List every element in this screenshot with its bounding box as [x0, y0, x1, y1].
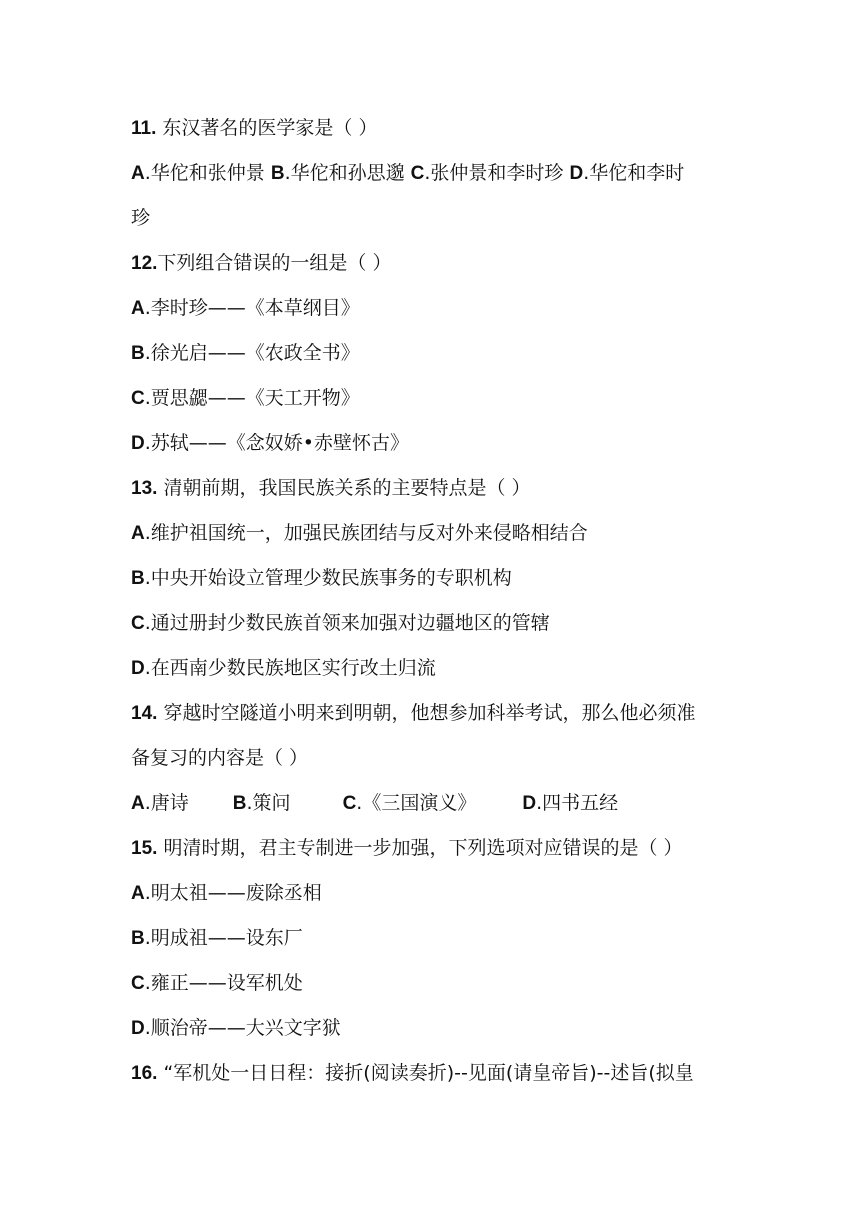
option-letter: D [131, 433, 145, 454]
option-letter: A [131, 793, 145, 814]
question-12-stem [131, 251, 740, 276]
option-letter: D [131, 1018, 145, 1039]
option-letter: B [131, 568, 145, 589]
question-text: 清朝前期，我国民族关系的主要特点是（ ） [157, 477, 531, 499]
option-letter: A [131, 163, 145, 184]
question-15-option-a [131, 881, 740, 906]
option-letter: C [131, 613, 145, 634]
question-14-options [131, 791, 740, 816]
option-letter: D [131, 658, 145, 679]
question-number: 16. [131, 1063, 158, 1084]
option-letter: C [131, 973, 145, 994]
question-13-option-d [131, 656, 740, 681]
option-letter: C [131, 388, 145, 409]
question-12-option-a [131, 296, 740, 321]
option-text: .华佗和孙思邈 [284, 162, 411, 184]
question-12-option-b [131, 341, 740, 366]
option-letter: C [410, 163, 425, 184]
question-number: 11. [131, 118, 157, 139]
option-text: .贾思勰——《天工开物》 [144, 387, 360, 409]
question-12-option-d [131, 431, 740, 456]
option-letter: B [270, 163, 285, 184]
option-text: .雍正——设军机处 [144, 972, 303, 994]
option-text: .李时珍——《本草纲目》 [144, 297, 360, 319]
question-11-stem [131, 116, 740, 141]
question-number: 15. [131, 838, 158, 859]
question-15-stem [131, 836, 740, 861]
question-15-option-b [131, 926, 740, 951]
option-text: .策问 [246, 792, 291, 814]
option-text: .四书五经 [536, 792, 619, 814]
option-text: .明太祖——废除丞相 [144, 882, 322, 904]
question-15-option-d [131, 1016, 740, 1041]
option-text: .苏轼——《念奴娇•赤壁怀古》 [144, 432, 409, 454]
question-text: “军机处一日日程：接折(阅读奏折)--见面(请皇帝旨)--述旨(拟皇 [157, 1062, 694, 1084]
option-text: .通过册封少数民族首领来加强对边疆地区的管辖 [144, 612, 550, 634]
question-text: 下列组合错误的一组是（ ） [157, 252, 392, 274]
question-11-wrap [131, 206, 740, 230]
option-letter: A [131, 523, 145, 544]
question-16-stem [131, 1061, 740, 1086]
question-text-continued: 备复习的内容是（ ） [131, 747, 309, 769]
question-text: 明清时期，君主专制进一步加强，下列选项对应错误的是（ ） [157, 837, 683, 859]
option-letter: C [342, 793, 357, 814]
question-15-option-c [131, 971, 740, 996]
question-number: 14. [131, 703, 158, 724]
option-letter: B [131, 928, 145, 949]
option-letter: D [522, 793, 537, 814]
question-14-wrap [131, 746, 740, 770]
option-text: .在西南少数民族地区实行改土归流 [144, 657, 436, 679]
option-text-continued: 珍 [131, 207, 151, 229]
option-letter: B [232, 793, 247, 814]
option-letter: B [131, 343, 145, 364]
option-text: .明成祖——设东厂 [144, 927, 303, 949]
option-text: .《三国演义》 [356, 792, 477, 814]
question-11-options [131, 161, 740, 186]
question-13-option-c [131, 611, 740, 636]
question-number: 13. [131, 478, 158, 499]
option-text: .维护祖国统一，加强民族团结与反对外来侵略相结合 [144, 522, 588, 544]
option-text: .唐诗 [144, 792, 189, 814]
question-12-option-c [131, 386, 740, 411]
option-letter: D [569, 163, 584, 184]
option-letter: A [131, 298, 145, 319]
question-number: 12. [131, 253, 158, 274]
question-13-option-a [131, 521, 740, 546]
question-13-option-b [131, 566, 740, 591]
question-13-stem [131, 476, 740, 501]
option-text: .顺治帝——大兴文字狱 [144, 1017, 341, 1039]
option-text: .徐光启——《农政全书》 [144, 342, 360, 364]
question-text: 穿越时空隧道小明来到明朝，他想参加科举考试，那么他必须准 [157, 702, 696, 724]
option-letter: A [131, 883, 145, 904]
option-text: .华佗和张仲景 [144, 162, 271, 184]
question-text: 东汉著名的医学家是（ ） [156, 117, 378, 139]
option-text: .华佗和李时 [583, 162, 685, 184]
option-text: .张仲景和李时珍 [424, 162, 570, 184]
option-text: .中央开始设立管理少数民族事务的专职机构 [144, 567, 512, 589]
question-14-stem [131, 701, 740, 726]
